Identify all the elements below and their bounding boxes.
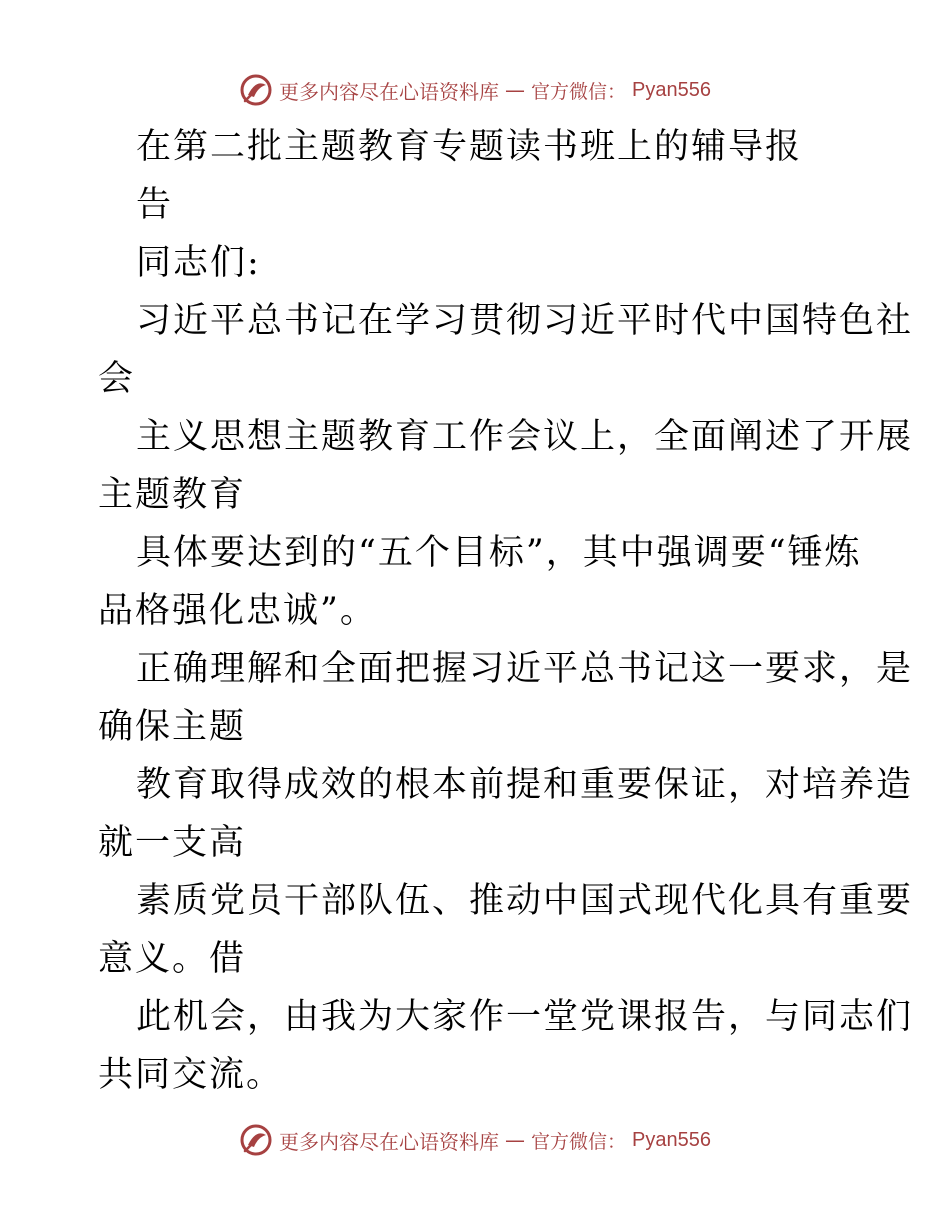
doc-line: 确保主题 [98, 707, 247, 747]
logo-icon [239, 73, 273, 107]
doc-line: 品格强化忠诚”。 [98, 591, 377, 631]
banner-wechat-label: 官方微信： [531, 80, 627, 103]
doc-line: 告 [136, 185, 174, 225]
doc-line: 教育取得成效的根本前提和重要保证，对培养造 [136, 765, 914, 805]
banner-wechat-id: Pyan556 [632, 78, 711, 101]
header-banner [0, 70, 950, 110]
doc-line: 就一支高 [98, 823, 247, 863]
doc-line: 主题教育 [98, 475, 247, 515]
logo-icon [239, 1123, 273, 1157]
doc-line: 此机会，由我为大家作一堂党课报告，与同志们 [136, 997, 914, 1037]
doc-line: 会 [98, 359, 136, 399]
banner-site-text: 更多内容尽在心语资料库 [279, 79, 499, 104]
banner-wechat-label: 官方微信： [531, 1130, 627, 1153]
doc-line: 在第二批主题教育专题读书班上的辅导报 [136, 127, 803, 167]
doc-line: 习近平总书记在学习贯彻习近平时代中国特色社 [136, 301, 914, 341]
doc-line: 主义思想主题教育工作会议上，全面阐述了开展 [136, 417, 914, 457]
doc-line: 正确理解和全面把握习近平总书记这一要求，是 [136, 649, 914, 689]
doc-line: 意义。借 [98, 939, 247, 979]
doc-line: 共同交流。 [98, 1055, 284, 1095]
document-body [98, 118, 914, 1104]
banner-dash: — [505, 78, 525, 102]
banner-dash: — [505, 1128, 525, 1152]
doc-line: 素质党员干部队伍、推动中国式现代化具有重要 [136, 881, 914, 921]
banner-wechat-id: Pyan556 [632, 1128, 711, 1151]
footer-banner [0, 1120, 950, 1160]
banner-site-text: 更多内容尽在心语资料库 [279, 1129, 499, 1154]
doc-line: 具体要达到的“五个目标”，其中强调要“锤炼 [136, 533, 862, 573]
doc-line: 同志们: [136, 243, 261, 283]
